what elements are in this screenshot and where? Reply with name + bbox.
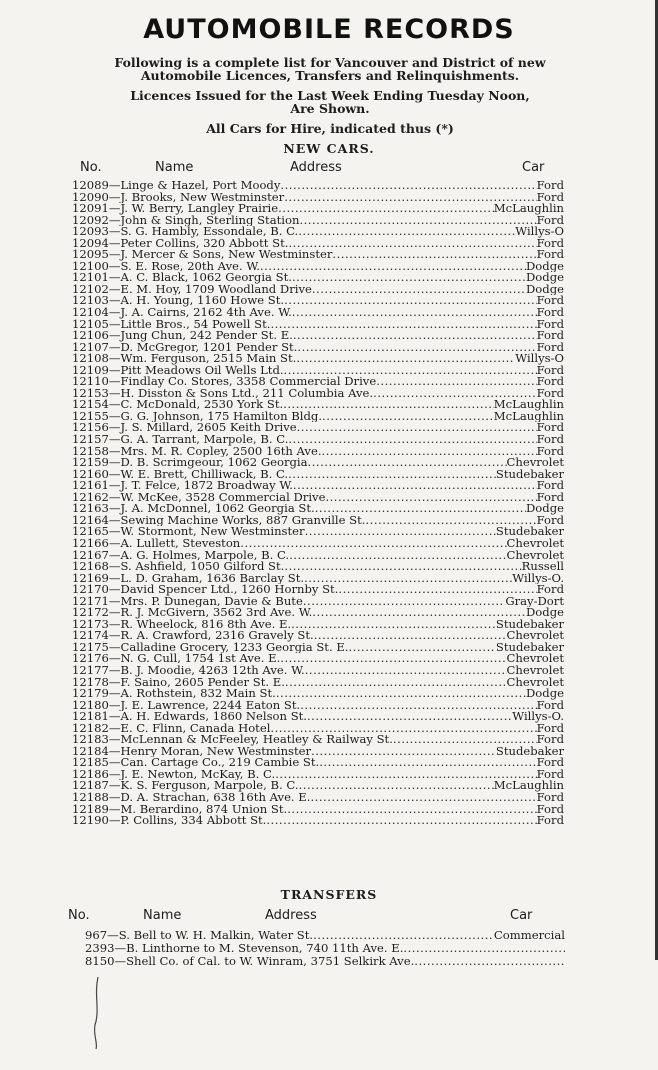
new-car-row xyxy=(72,550,564,562)
new-car-row-text: 12162—W. McKee, 3528 Commercial Drive xyxy=(72,491,326,504)
new-car-row-car: Studebaker xyxy=(495,641,564,654)
new-car-row-text: 12185—Can. Cartage Co., 219 Cambie St. xyxy=(72,757,320,769)
new-car-row-text: 12188—D. A. Strachan, 638 16th Ave. E. xyxy=(72,791,311,804)
new-car-row-car: Ford xyxy=(536,734,564,746)
new-car-row-car: Ford xyxy=(536,307,564,319)
new-car-row-text: 12089—Linge & Hazel, Port Moody xyxy=(72,180,281,192)
transfers-col-name: Name xyxy=(143,908,182,923)
new-car-row-car: Ford xyxy=(536,584,564,596)
leader-dots xyxy=(270,723,536,735)
leader-dots xyxy=(287,804,536,816)
leader-dots xyxy=(322,446,537,458)
new-car-row xyxy=(72,653,564,665)
leader-dots xyxy=(284,365,537,377)
leader-dots xyxy=(348,642,495,654)
leader-dots xyxy=(283,399,494,411)
new-car-row-car: McLaughlin xyxy=(493,410,564,423)
new-car-row-text: 12095—J. Mercer & Sons, New Westminster xyxy=(72,249,333,261)
new-car-row-car: Dodge xyxy=(526,283,564,296)
intro-line-1: Following is a complete list for Vancouver and District of new xyxy=(114,55,546,70)
new-car-row-text: 12174—R. A. Crawford, 2316 Gravely St. xyxy=(72,630,314,642)
intro-line-3: Licences Issued for the Last Week Ending Tuesday Noon, xyxy=(130,88,530,103)
new-car-row xyxy=(72,515,564,527)
new-car-row-text: 12157—G. A. Tarrant, Marpole, B. C. xyxy=(72,434,289,446)
new-cars-heading: NEW CARS. xyxy=(283,141,375,156)
new-car-row xyxy=(72,769,564,781)
new-car-row-text: 12182—E. C. Flinn, Canada Hotel xyxy=(72,722,271,735)
new-car-row-text: 12165—W. Stormont, New Westminster xyxy=(72,526,305,538)
new-car-row-car: Dodge xyxy=(526,272,564,284)
new-car-row xyxy=(72,815,564,827)
new-car-row-car: Chevrolet xyxy=(506,664,564,677)
new-car-row xyxy=(72,573,564,585)
leader-dots xyxy=(289,550,506,562)
new-car-row-car: Ford xyxy=(536,422,564,435)
new-car-row-car: Chevrolet xyxy=(506,457,564,469)
leader-dots xyxy=(305,665,507,677)
new-car-row xyxy=(72,272,564,284)
leader-dots xyxy=(315,503,526,515)
leader-dots xyxy=(338,584,536,596)
leader-dots xyxy=(288,238,536,250)
new-car-row-car: Chevrolet xyxy=(506,549,564,562)
transfers-list xyxy=(85,929,565,968)
new-car-row xyxy=(72,688,564,700)
new-car-row xyxy=(72,457,564,469)
leader-dots xyxy=(303,596,506,608)
new-car-row xyxy=(72,619,564,631)
leader-dots xyxy=(298,226,515,238)
new-car-row-text: 12153—H. Disston & Sons Ltd., 211 Columbia Ave. xyxy=(72,387,374,400)
new-car-row-car: Studebaker xyxy=(495,526,564,538)
new-car-row xyxy=(72,422,564,434)
col-no: No. xyxy=(80,160,102,175)
leader-dots xyxy=(313,929,494,942)
leader-dots xyxy=(297,342,536,354)
new-car-row-text: 12103—A. H. Young, 1160 Howe St. xyxy=(72,295,285,308)
new-car-row-text: 12109—Pitt Meadows Oil Wells Ltd. xyxy=(72,364,284,377)
leader-dots xyxy=(299,780,494,792)
col-name: Name xyxy=(155,160,194,175)
new-car-row-car: Ford xyxy=(536,364,564,377)
new-car-row-text: 12183—McLennan & McFeeley, Heatley & Railway St. xyxy=(72,734,393,746)
new-car-row-car: Ford xyxy=(536,237,564,250)
new-car-row-text: 12181—A. H. Edwards, 1860 Nelson St. xyxy=(72,711,307,723)
new-car-row-text: 12091—J. W. Berry, Langley Prairie xyxy=(72,203,279,215)
new-car-row-text: 12155—G. G. Johnson, 175 Hamilton Bldg. xyxy=(72,410,323,423)
page-title: AUTOMOBILE RECORDS xyxy=(143,14,515,45)
leader-dots xyxy=(312,284,526,296)
new-car-row-car: Ford xyxy=(536,434,564,446)
new-car-row-car: Ford xyxy=(536,514,564,527)
leader-dots xyxy=(307,711,512,723)
new-car-row xyxy=(72,434,564,446)
transfer-row-text: 8150—Shell Co. of Cal. to W. Winram, 3751 Selkirk Ave. xyxy=(85,955,415,968)
leader-dots xyxy=(332,249,536,261)
new-car-row-car: Ford xyxy=(536,376,564,388)
new-car-row xyxy=(72,584,564,596)
new-car-row xyxy=(72,723,564,735)
new-car-row xyxy=(72,238,564,250)
new-car-row-text: 12187—K. S. Ferguson, Marpole, B. C. xyxy=(72,780,299,792)
transfer-row-text: 967—S. Bell to W. H. Malkin, Water St. xyxy=(85,929,314,942)
new-car-row-car: Willys-O xyxy=(515,226,564,238)
leader-dots xyxy=(278,203,494,215)
leader-dots xyxy=(414,955,565,968)
new-car-row-car: Chevrolet xyxy=(506,537,564,550)
new-car-row-text: 12102—E. M. Hoy, 1709 Woodland Drive xyxy=(72,283,312,296)
transfer-row-text: 2393—B. Linthorne to M. Stevenson, 740 11th Ave. E. xyxy=(85,942,404,955)
new-car-row-car: Ford xyxy=(536,768,564,781)
leader-dots xyxy=(275,769,536,781)
new-car-row-text: 12168—S. Ashfield, 1050 Gilford St. xyxy=(72,561,285,573)
new-car-row-car: Ford xyxy=(536,318,564,331)
new-car-row xyxy=(72,792,564,804)
new-cars-list xyxy=(72,180,564,827)
transfers-heading: TRANSFERS xyxy=(280,887,378,902)
leader-dots xyxy=(292,307,537,319)
new-car-row-car: Willys-O. xyxy=(512,711,564,723)
new-car-row xyxy=(72,804,564,816)
new-car-row-text: 12171—Mrs. P. Dunegan, Davie & Bute xyxy=(72,595,303,608)
new-car-row-car: Russell xyxy=(521,561,564,573)
leader-dots xyxy=(299,215,536,227)
leader-dots xyxy=(288,469,496,481)
new-car-row xyxy=(72,261,564,273)
new-car-row-text: 12172—R. J. McGivern, 3562 3rd Ave. W. xyxy=(72,607,313,619)
leader-dots xyxy=(304,573,512,585)
new-car-row xyxy=(72,734,564,746)
new-car-row-text: 12092—John & Singh, Sterling Station xyxy=(72,214,300,227)
new-car-row xyxy=(72,353,564,365)
new-car-row xyxy=(72,492,564,504)
new-car-row-text: 12169—L. D. Graham, 1636 Barclay St. xyxy=(72,572,305,585)
leader-dots xyxy=(292,272,526,284)
new-car-row-car: Ford xyxy=(536,699,564,712)
new-car-row-text: 12178—F. Saino, 2605 Pender St. E. xyxy=(72,676,285,689)
new-car-row-text: 12167—A. G. Holmes, Marpole, B. C. xyxy=(72,549,290,562)
leader-dots xyxy=(312,607,526,619)
new-car-row-car: Ford xyxy=(536,330,564,342)
new-car-row-car: McLaughlin xyxy=(493,399,564,411)
new-car-row-car: Ford xyxy=(536,480,564,492)
new-car-row-text: 12090—J. Brooks, New Westminster xyxy=(72,191,285,204)
new-car-row-car: Chevrolet xyxy=(506,630,564,642)
new-car-row xyxy=(72,342,564,354)
new-car-row-car: Ford xyxy=(536,295,564,308)
leader-dots xyxy=(325,492,536,504)
new-car-row xyxy=(72,365,564,377)
new-car-row-text: 12160—W. E. Brett, Chilliwack, B. C. xyxy=(72,468,289,481)
new-car-row-car: Ford xyxy=(536,803,564,816)
new-car-row xyxy=(72,561,564,573)
new-car-row-text: 12101—A. C. Black, 1062 Georgia St. xyxy=(72,272,292,284)
leader-dots xyxy=(288,434,536,446)
new-car-row-text: 12104—J. A. Cairns, 2162 4th Ave. W. xyxy=(72,307,292,319)
new-car-row-text: 12107—D. McGregor, 1201 Pender St. xyxy=(72,341,298,354)
new-car-row xyxy=(72,700,564,712)
new-car-row-text: 12166—A. Lullett, Steveston xyxy=(72,537,241,550)
new-car-row xyxy=(72,757,564,769)
new-car-row xyxy=(72,665,564,677)
new-car-row xyxy=(72,330,564,342)
new-car-row-car: Chevrolet xyxy=(506,653,564,665)
new-car-row xyxy=(72,215,564,227)
new-car-row-car: Gray-Dort xyxy=(505,595,564,608)
new-car-row-car: Willys-O. xyxy=(512,572,564,585)
new-car-row xyxy=(72,607,564,619)
leader-dots xyxy=(276,688,526,700)
leader-dots xyxy=(284,295,537,307)
new-car-row-car: Dodge xyxy=(526,607,564,619)
leader-dots xyxy=(280,180,536,192)
new-car-row-car: Studebaker xyxy=(495,745,564,758)
leader-dots xyxy=(260,261,526,273)
leader-dots xyxy=(314,630,507,642)
new-car-row-text: 12156—J. S. Millard, 2605 Keith Drive xyxy=(72,422,297,435)
leader-dots xyxy=(293,330,537,342)
transfers-col-car: Car xyxy=(510,908,533,923)
leader-dots xyxy=(310,792,536,804)
new-car-row-car: McLaughlin xyxy=(493,780,564,792)
new-car-row xyxy=(72,780,564,792)
new-car-row-car: Ford xyxy=(536,341,564,354)
new-car-row-text: 12179—A. Rothstein, 832 Main St. xyxy=(72,688,276,700)
transfer-row xyxy=(85,955,565,968)
intro-line-4: Are Shown. xyxy=(290,101,370,116)
new-car-row-car: Ford xyxy=(536,191,564,204)
new-car-row xyxy=(72,319,564,331)
intro-line-2: Automobile Licences, Transfers and Relinquishments. xyxy=(140,68,520,83)
leader-dots xyxy=(319,757,536,769)
new-car-row-text: 12173—R. Wheelock, 816 8th Ave. E. xyxy=(72,618,292,631)
new-car-row-text: 12105—Little Bros., 54 Powell St. xyxy=(72,318,271,331)
new-car-row xyxy=(72,503,564,515)
new-car-row-car: Ford xyxy=(536,722,564,735)
new-car-row xyxy=(72,180,564,192)
new-car-row xyxy=(72,192,564,204)
new-car-row-car: Studebaker xyxy=(495,618,564,631)
leader-dots xyxy=(297,422,537,434)
leader-dots xyxy=(311,746,496,758)
new-car-row xyxy=(72,203,564,215)
leader-dots xyxy=(296,353,515,365)
new-car-row xyxy=(72,446,564,458)
new-car-row xyxy=(72,596,564,608)
leader-dots xyxy=(308,457,507,469)
new-car-row xyxy=(72,526,564,538)
new-car-row-text: 12164—Sewing Machine Works, 887 Granville St. xyxy=(72,514,366,527)
leader-dots xyxy=(240,538,506,550)
new-car-row-car: Dodge xyxy=(526,260,564,273)
new-car-row-car: Ford xyxy=(536,249,564,261)
new-car-row-text: 12100—S. E. Rose, 20th Ave. W. xyxy=(72,260,260,273)
new-car-row-text: 12170—David Spencer Ltd., 1260 Hornby St. xyxy=(72,584,339,596)
leader-dots xyxy=(266,815,536,827)
new-car-row-text: 12163—J. A. McDonnel, 1062 Georgia St. xyxy=(72,503,315,515)
new-car-row-text: 12177—B. J. Moodie, 4263 12th Ave. W. xyxy=(72,664,305,677)
leader-dots xyxy=(300,700,536,712)
new-car-row-car: Ford xyxy=(536,214,564,227)
new-car-row xyxy=(72,284,564,296)
new-car-row-text: 12154—C. McDonald, 2530 York St. xyxy=(72,399,284,411)
leader-dots xyxy=(365,515,536,527)
new-car-row-car: Ford xyxy=(536,815,564,827)
new-car-row-text: 12190—P. Collins, 334 Abbott St. xyxy=(72,815,267,827)
new-car-row-text: 12176—N. G. Cull, 1754 1st Ave. E. xyxy=(72,653,281,665)
col-car: Car xyxy=(522,160,545,175)
new-car-row-car: Studebaker xyxy=(495,468,564,481)
new-car-row-text: 12159—D. B. Scrimgeour, 1062 Georgia xyxy=(72,457,308,469)
new-car-row-text: 12161—J. T. Felce, 1872 Broadway W. xyxy=(72,480,293,492)
new-car-row-text: 12186—J. E. Newton, McKay, B. C. xyxy=(72,768,276,781)
new-car-row xyxy=(72,630,564,642)
new-car-row-car: Ford xyxy=(536,791,564,804)
transfer-row-car: Commercial xyxy=(493,929,565,942)
new-car-row-car: Ford xyxy=(536,387,564,400)
new-car-row-car: Ford xyxy=(536,180,564,192)
leader-dots xyxy=(403,942,565,955)
new-car-row-car: Ford xyxy=(536,491,564,504)
new-car-row xyxy=(72,746,564,758)
new-car-row xyxy=(72,642,564,654)
leader-dots xyxy=(291,619,496,631)
leader-dots xyxy=(280,653,506,665)
new-car-row xyxy=(72,411,564,423)
new-car-row xyxy=(72,376,564,388)
new-car-row-car: McLaughlin xyxy=(493,203,564,215)
new-car-row xyxy=(72,480,564,492)
leader-dots xyxy=(284,561,521,573)
new-car-row-text: 12175—Calladine Grocery, 1233 Georgia St. E. xyxy=(72,641,349,654)
leader-dots xyxy=(270,319,536,331)
transfers-col-address: Address xyxy=(265,908,317,923)
transfer-row xyxy=(85,929,565,942)
leader-dots xyxy=(284,192,536,204)
new-car-row-car: Dodge xyxy=(526,503,564,515)
new-car-row xyxy=(72,677,564,689)
leader-dots xyxy=(293,480,537,492)
new-car-row xyxy=(72,226,564,238)
new-car-row xyxy=(72,249,564,261)
new-car-row-text: 12106—Jung Chun, 242 Pender St. E. xyxy=(72,330,293,342)
col-address: Address xyxy=(290,160,342,175)
new-car-row-text: 12108—Wm. Ferguson, 2515 Main St. xyxy=(72,353,297,365)
leader-dots xyxy=(305,526,496,538)
new-car-row xyxy=(72,538,564,550)
new-car-row-text: 12180—J. E. Lawrence, 2244 Eaton St. xyxy=(72,699,301,712)
new-car-row-text: 12094—Peter Collins, 320 Abbott St. xyxy=(72,237,289,250)
new-car-row-text: 12110—Findlay Co. Stores, 3358 Commercial Drive xyxy=(72,376,377,388)
leader-dots xyxy=(373,388,537,400)
leader-dots xyxy=(285,677,507,689)
new-car-row xyxy=(72,388,564,400)
new-car-row-car: Dodge xyxy=(526,688,564,700)
new-car-row xyxy=(72,399,564,411)
new-car-row-text: 12158—Mrs. M. R. Copley, 2500 16th Ave. xyxy=(72,445,322,458)
transfers-col-no: No. xyxy=(68,908,90,923)
leader-dots xyxy=(322,411,494,423)
ink-mark xyxy=(92,975,102,1050)
new-car-row-car: Ford xyxy=(536,757,564,769)
new-car-row xyxy=(72,711,564,723)
new-car-row-car: Chevrolet xyxy=(506,676,564,689)
new-car-row-text: 12184—Henry Moran, New Westminster xyxy=(72,745,312,758)
new-car-row xyxy=(72,295,564,307)
new-car-row-car: Willys-O xyxy=(515,353,564,365)
new-car-row-car: Ford xyxy=(536,445,564,458)
new-car-row-text: 12093—S. G. Hambly, Essondale, B. C. xyxy=(72,226,299,238)
intro-line-5: All Cars for Hire, indicated thus (*) xyxy=(206,121,454,136)
leader-dots xyxy=(376,376,536,388)
new-car-row xyxy=(72,469,564,481)
new-car-row-text: 12189—M. Berardino, 874 Union St. xyxy=(72,803,288,816)
leader-dots xyxy=(393,734,537,746)
transfer-row xyxy=(85,942,565,955)
new-car-row xyxy=(72,307,564,319)
